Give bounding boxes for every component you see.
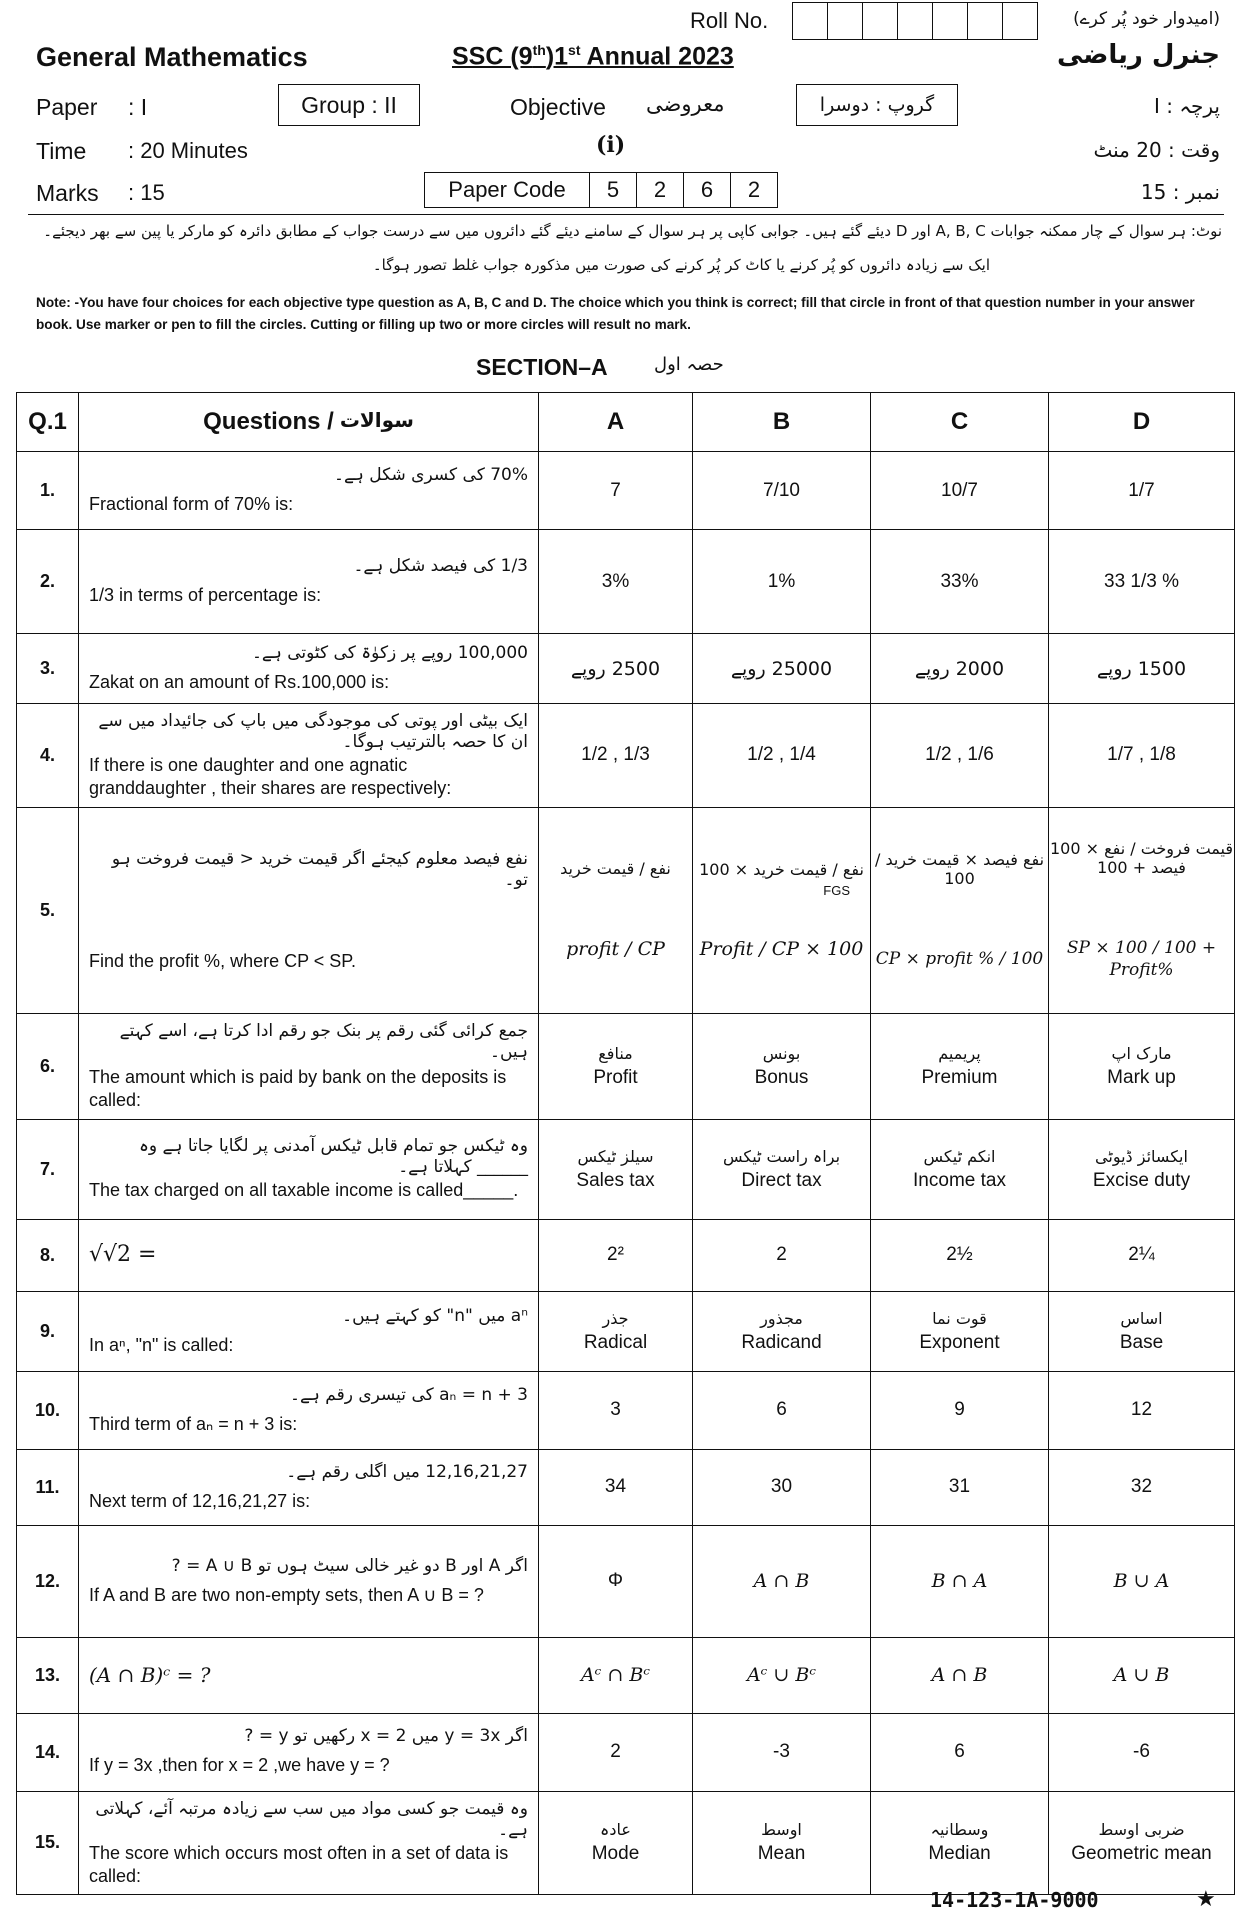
option-b[interactable]: 30 [693,1449,871,1525]
option-a[interactable] [539,807,693,1013]
paper-value: : I [128,94,148,120]
option-english: Geometric mean [1071,1843,1212,1865]
option-c[interactable]: A ∩ B [871,1637,1049,1713]
option-english: Mode [591,1843,640,1865]
option-urdu: اوسط [761,1820,802,1840]
question-urdu: 100,000 روپے پر زکوٰۃ کی کٹوتی ہے۔ [251,643,528,664]
option-d[interactable]: 33 1/3 % [1049,530,1235,634]
subject-title: General Mathematics [36,42,308,72]
roll-number-boxes[interactable] [792,2,1038,40]
table-row [17,1525,1235,1637]
option-d[interactable]: 1/7 , 1/8 [1049,704,1235,808]
option-urdu: اساس [1120,1308,1163,1328]
question-number: 3. [17,634,79,704]
option-urdu: مجذور [760,1308,803,1328]
option-b[interactable]: 1/2 , 1/4 [693,704,871,808]
question-number: 4. [17,704,79,808]
option-english: Sales tax [576,1169,655,1191]
question-english: In aⁿ, "n" is called: [89,1334,234,1355]
option-urdu: جذر [602,1308,629,1328]
question-urdu: 70% کی کسری شکل ہے۔ [333,465,528,486]
option-english: Bonus [754,1066,809,1088]
option-c[interactable]: 2000 روپے [871,634,1049,704]
option-b[interactable] [693,1291,871,1371]
table-row [17,1449,1235,1525]
option-b[interactable] [693,1791,871,1895]
option-d[interactable]: 1500 روپے [1049,634,1235,704]
paper-code-digit: 5 [590,172,637,208]
col-header-b: B [693,393,871,452]
table-row [17,1291,1235,1371]
question-text [79,530,539,634]
option-b[interactable] [693,807,871,1013]
question-urdu: جمع کرائی گئی رقم پر بنک جو رقم ادا کرتا ہے، اسے کہتے ہیں۔ [119,1020,528,1062]
option-urdu: عادہ [600,1820,631,1840]
question-english: 1/3 in terms of percentage is: [89,585,322,606]
option-c[interactable]: 31 [871,1449,1049,1525]
question-urdu: وہ ٹیکس جو تمام قابل ٹیکس آمدنی پر لگایا جاتا ہے وہ ______ کہلاتا ہے۔ [138,1136,528,1178]
table-row [17,1119,1235,1219]
option-a[interactable]: 2 [539,1713,693,1791]
marks-urdu: نمبر : 15 [1140,180,1220,204]
question-number: 14. [17,1713,79,1791]
question-urdu: 1/3 کی فیصد شکل ہے۔ [353,556,528,577]
option-urdu: ایکسائز ڈیوٹی [1095,1146,1188,1166]
option-d[interactable]: B ∪ A [1049,1525,1235,1637]
table-row [17,704,1235,808]
question-number: 2. [17,530,79,634]
option-d[interactable]: 1/7 [1049,452,1235,530]
exam-title: SSC (9th)1st Annual 2023 [452,42,734,71]
question-text [79,1291,539,1371]
question-text [79,1791,539,1895]
question-number: 1. [17,452,79,530]
option-b[interactable]: A ∩ B [693,1525,871,1637]
instruction-english: Note: -You have four choices for each objective type question as A, B, C and D. The choice which you think is correct; fill that circle in front of that question number in your answer book. Use marker or pen to fill the circles. Cutting or filling up two or more circles will result no mark. [36,295,1195,332]
question-english: Fractional form of 70% is: [89,494,294,515]
question-english: (A ∩ B)ᶜ = ? [89,1663,211,1688]
option-a[interactable]: Aᶜ ∩ Bᶜ [539,1637,693,1713]
option-english: Profit / CP × 100 [699,937,864,960]
option-c[interactable] [871,807,1049,1013]
option-d[interactable] [1049,1119,1235,1219]
question-english: The score which occurs most often in a set of data is called: [89,1842,509,1886]
option-a[interactable]: 3% [539,530,693,634]
option-d[interactable]: -6 [1049,1713,1235,1791]
option-d[interactable] [1049,1291,1235,1371]
question-urdu: وہ قیمت جو کسی مواد میں سب سے زیادہ مرتبہ آئے، کہلاتی ہے۔ [95,1798,528,1840]
option-d[interactable]: 32 [1049,1449,1235,1525]
col-header-questions: Questions / سوالات [79,393,539,452]
section-title-urdu: حصہ اول [654,354,724,375]
option-c[interactable]: 33% [871,530,1049,634]
option-watermark: FGS [823,882,850,898]
option-c[interactable]: 6 [871,1713,1049,1791]
table-header-row [17,393,1235,452]
question-urdu: اگر y = 3x میں x = 2 رکھیں تو y = ? [244,1726,528,1747]
option-english: Profit [593,1066,638,1088]
question-english: If there is one daughter and one agnatic granddaughter , their shares are respectively: [89,755,452,799]
question-english: Find the profit %, where CP < SP. [89,950,356,971]
option-d[interactable] [1049,807,1235,1013]
option-a[interactable] [539,1013,693,1119]
option-english: SP × 100 / 100 + Profit% [1066,938,1217,981]
option-b[interactable]: 2 [693,1219,871,1291]
paper-urdu: پرچہ : I [1153,94,1220,118]
option-a[interactable]: 2² [539,1219,693,1291]
option-english: Base [1119,1331,1164,1353]
question-text [79,452,539,530]
option-urdu: سیلز ٹیکس [577,1146,654,1166]
subject-title-urdu: جنرل ریاضی [1056,40,1220,70]
option-urdu: انکم ٹیکس [923,1146,996,1166]
question-urdu: aₙ = n + 3 کی تیسری رقم ہے۔ [289,1384,528,1405]
option-c[interactable] [871,1013,1049,1119]
instruction-urdu-2: ایک سے زیادہ دائروں کو پُر کرنے یا کاٹ کر پُر کرنے کی صورت میں مذکورہ جواب غلط تصور ہوگا۔ [372,256,990,274]
question-text [79,1119,539,1219]
star-icon: ★ [1196,1886,1216,1911]
table-row [17,530,1235,634]
question-number: 9. [17,1291,79,1371]
option-english: Income tax [913,1169,1006,1191]
time-value: : 20 Minutes [128,138,248,163]
question-number: 10. [17,1371,79,1449]
question-number: 6. [17,1013,79,1119]
question-text [79,807,539,1013]
group-box: Group : II [278,84,420,126]
paper-code-digits [590,172,778,208]
marks-label: Marks [36,180,99,206]
question-english: Third term of aₙ = n + 3 is: [89,1413,298,1434]
paper-code-label: Paper Code [424,172,590,208]
option-a[interactable]: 2500 روپے [539,634,693,704]
option-b[interactable]: 6 [693,1371,871,1449]
option-b[interactable] [693,1013,871,1119]
option-b[interactable]: 25000 روپے [693,634,871,704]
objective-urdu: معروضی [646,92,725,116]
question-text [79,1525,539,1637]
col-header-d: D [1049,393,1235,452]
question-english: If y = 3x ,then for x = 2 ,we have y = ? [89,1755,390,1776]
question-text [79,1713,539,1791]
option-c[interactable]: 10/7 [871,452,1049,530]
marks-value: : 15 [128,180,165,205]
roll-cell[interactable] [968,2,1003,40]
option-english: profit / CP [566,938,665,961]
option-c[interactable] [871,1119,1049,1219]
option-a[interactable]: 3 [539,1371,693,1449]
page-marker: (i) [596,132,626,158]
option-urdu: نفع / قیمت خرید × 100 [699,859,864,879]
option-english: Direct tax [741,1169,822,1191]
section-title: SECTION–A [476,354,608,380]
roll-cell[interactable] [933,2,968,40]
option-english: Premium [921,1066,998,1088]
option-d[interactable]: A ∪ B [1049,1637,1235,1713]
question-english: If A and B are two non-empty sets, then A ∪ B = ? [89,1584,484,1605]
questions-table [16,392,1235,1895]
option-c[interactable] [871,1791,1049,1895]
option-b[interactable]: 1% [693,530,871,634]
option-d[interactable] [1049,1013,1235,1119]
roll-cell[interactable] [863,2,898,40]
option-d[interactable]: 12 [1049,1371,1235,1449]
question-text [79,1449,539,1525]
option-a[interactable] [539,1791,693,1895]
col-header-q: Q.1 [17,393,79,452]
table-row [17,1791,1235,1895]
option-c[interactable]: 9 [871,1371,1049,1449]
roll-note-urdu: (امیدوار خود پُر کرے) [1073,9,1220,29]
question-english: The tax charged on all taxable income is called_____. [89,1180,519,1201]
question-urdu: ایک بیٹی اور پوتی کی موجودگی میں باپ کی جائیداد میں سے ان کا حصہ بالترتیب ہوگا۔ [98,711,528,752]
question-number: 15. [17,1791,79,1895]
question-number: 13. [17,1637,79,1713]
option-urdu: مارک اپ [1111,1043,1172,1063]
option-english: Mark up [1107,1066,1176,1088]
question-text [79,704,539,808]
time-urdu: وقت : 20 منٹ [1093,138,1220,162]
roll-cell[interactable] [828,2,863,40]
table-row [17,1371,1235,1449]
paper-code-digit: 2 [637,172,684,208]
option-c[interactable]: B ∩ A [871,1525,1049,1637]
option-english: Exponent [919,1331,1000,1353]
table-row [17,1713,1235,1791]
option-a[interactable] [539,1291,693,1371]
option-d[interactable]: 2¼ [1049,1219,1235,1291]
question-english: Zakat on an amount of Rs.100,000 is: [89,672,390,693]
option-english: Radicand [741,1331,822,1353]
option-english: Excise duty [1092,1169,1191,1191]
col-header-a: A [539,393,693,452]
paper-code-digit: 2 [731,172,778,208]
question-number: 12. [17,1525,79,1637]
roll-label: Roll No. [690,8,769,33]
option-english: Radical [583,1331,648,1353]
table-row [17,1637,1235,1713]
option-d[interactable] [1049,1791,1235,1895]
paper-code-digit: 6 [684,172,731,208]
option-english: Mean [757,1843,806,1865]
objective-label: Objective [510,94,606,120]
group-urdu-box: گروپ : دوسرا [796,84,958,126]
option-a[interactable]: Φ [539,1525,693,1637]
option-c[interactable]: 1/2 , 1/6 [871,704,1049,808]
question-number: 7. [17,1119,79,1219]
option-urdu: منافع [598,1043,633,1063]
option-c[interactable] [871,1291,1049,1371]
question-english: √√2 = [89,1241,157,1267]
option-urdu: قوت نما [932,1308,987,1328]
option-b[interactable]: 7/10 [693,452,871,530]
option-a[interactable] [539,1119,693,1219]
option-a[interactable]: 7 [539,452,693,530]
question-text [79,1219,539,1291]
option-urdu: نفع فیصد × قیمت خرید / 100 [874,850,1045,889]
option-a[interactable]: 1/2 , 1/3 [539,704,693,808]
question-text [79,1371,539,1449]
roll-cell[interactable] [792,2,828,40]
option-urdu: ضربی اوسط [1098,1820,1185,1840]
question-urdu: 12,16,21,27 میں اگلی رقم ہے۔ [286,1461,528,1482]
option-urdu: پریمیم [938,1043,981,1063]
table-row [17,1013,1235,1119]
option-b[interactable] [693,1119,871,1219]
option-a[interactable]: 34 [539,1449,693,1525]
option-urdu: بونس [762,1043,801,1063]
option-english: CP × profit % / 100 [875,949,1044,970]
table-row [17,807,1235,1013]
col-header-c: C [871,393,1049,452]
option-urdu: وسطانیہ [930,1820,989,1840]
time-label: Time [36,138,87,164]
option-b[interactable]: Aᶜ ∪ Bᶜ [693,1637,871,1713]
option-urdu: 100 × قیمت فروخت / نفع فیصد + 100 [1049,839,1234,878]
question-english: The amount which is paid by bank on the deposits is called: [89,1066,507,1111]
option-c[interactable]: 2½ [871,1219,1049,1291]
table-row [17,1219,1235,1291]
option-urdu: نفع / قیمت خرید [560,859,671,879]
option-urdu: براہ راست ٹیکس [722,1146,841,1166]
question-urdu: نفع فیصد معلوم کیجئے اگر قیمت خرید < قیمت فروخت ہو تو۔ [111,848,528,890]
instruction-urdu-1: نوٹ: ہر سوال کے چار ممکنہ جوابات A, B, C اور D دیئے گئے ہیں۔ جوابی کاپی پر ہر سوال کے سامنے دیئے گئے دائروں میں سے درست جواب کے مطابق دائرہ کو مارکر یا پین سے بھر دیجئے۔ [43,222,1222,240]
question-number: 5. [17,807,79,1013]
table-row [17,452,1235,530]
roll-cell[interactable] [1003,2,1038,40]
header-rule [28,214,1224,215]
question-number: 11. [17,1449,79,1525]
table-row [17,634,1235,704]
paper-label: Paper [36,94,98,120]
question-number: 8. [17,1219,79,1291]
question-text [79,634,539,704]
question-english: Next term of 12,16,21,27 is: [89,1490,311,1511]
footer-code: 14-123-1A-9000 [930,1888,1099,1912]
question-text [79,1013,539,1119]
question-urdu: اگر A اور B دو غیر خالی سیٹ ہوں تو A ∪ B = ? [171,1555,528,1576]
option-english: Median [928,1843,991,1865]
question-urdu: aⁿ میں "n" کو کہتے ہیں۔ [342,1305,528,1326]
roll-cell[interactable] [898,2,933,40]
question-text [79,1637,539,1713]
option-b[interactable]: -3 [693,1713,871,1791]
